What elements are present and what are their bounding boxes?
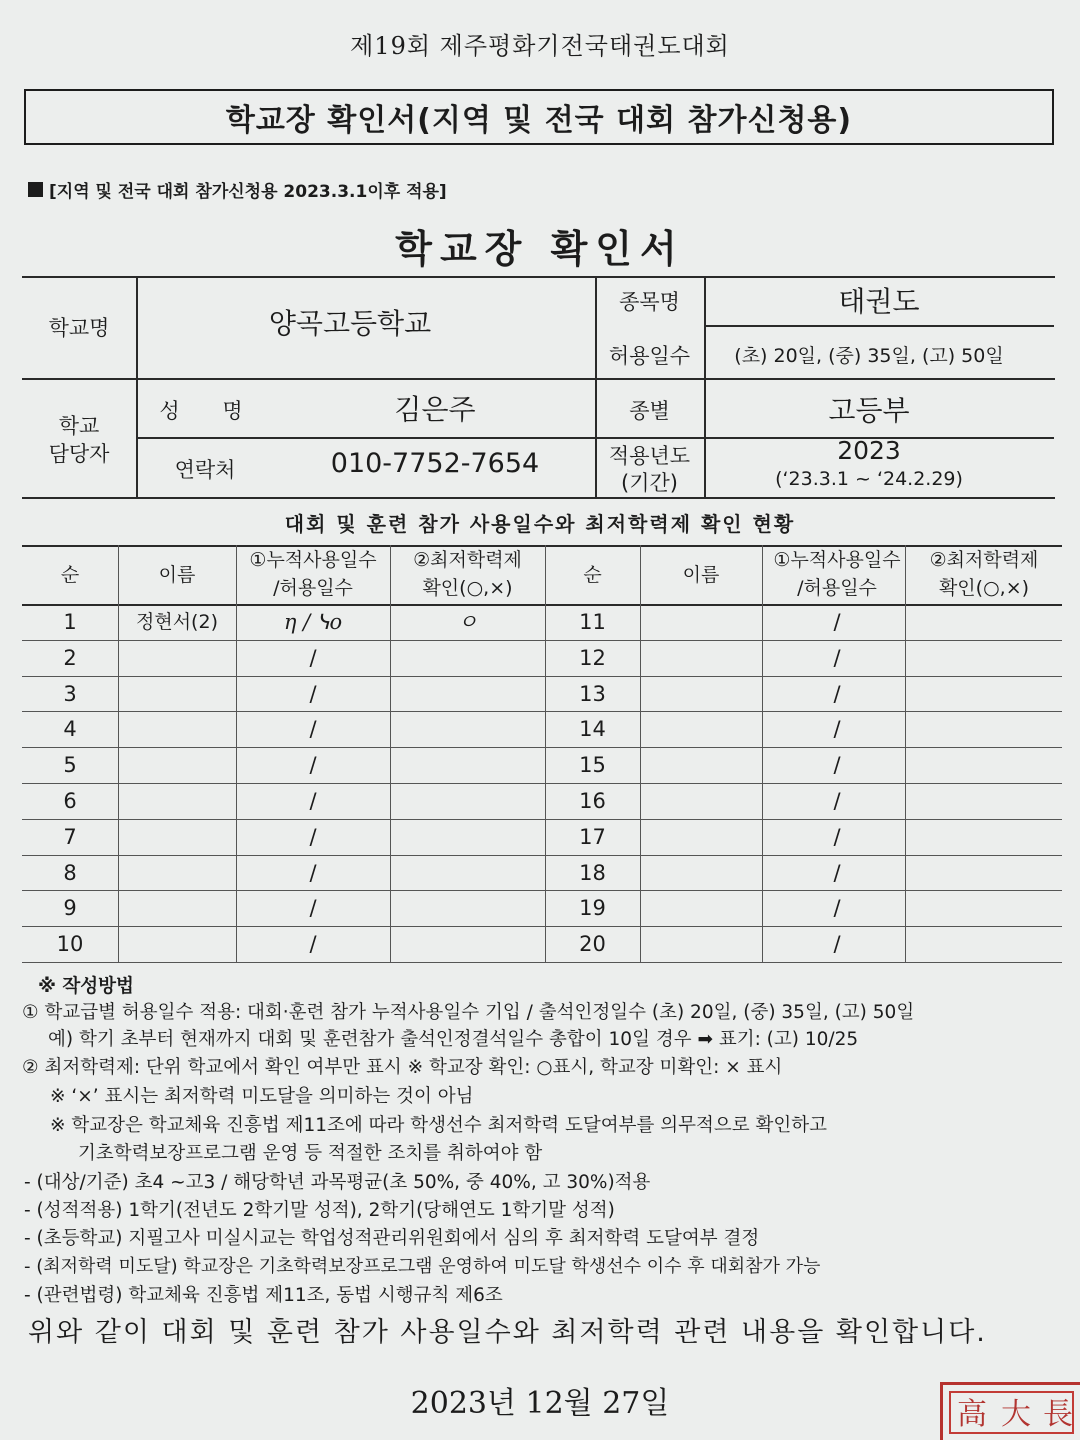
grid-line	[390, 545, 391, 962]
grid-line	[762, 545, 763, 962]
instruction-line: ① 학교급별 허용일수 적용: 대회·훈련 참가 누적사용일수 기입 / 출석인정일수 (초) 20일, (중) 35일, (고) 50일	[22, 1002, 915, 1023]
cell-no: 7	[63, 824, 77, 849]
event-value: 태권도	[838, 285, 920, 318]
cell-no: 16	[579, 789, 606, 813]
form-banner	[24, 89, 1054, 145]
contact-label: 연락처	[174, 458, 236, 482]
division-label: 종별	[629, 399, 670, 423]
cell-days: /	[833, 824, 841, 849]
instruction-line: ② 최저학력제: 단위 학교에서 확인 여부만 표시 ※ 학교장 확인: ○표시, 학교장 미확인: × 표시	[22, 1057, 783, 1078]
cell-no: 15	[579, 753, 606, 778]
cell-days: /	[833, 860, 841, 885]
cell-no: 14	[579, 717, 606, 742]
header-academic-line1: ②최저학력제	[413, 549, 522, 571]
grid-line	[22, 604, 1062, 606]
header-no: 순	[60, 564, 80, 586]
instruction-line: ※ ‘×’ 표시는 최저학력 미도달을 의미하는 것이 아님	[50, 1086, 474, 1107]
grid-line	[22, 378, 1055, 380]
allowed-days-value: (초) 20일, (중) 35일, (고) 50일	[734, 345, 1004, 367]
staff-label-line2: 담당자	[48, 442, 110, 466]
cell-no: 17	[579, 824, 606, 849]
instruction-line: - (초등학교) 지필고사 미실시교는 학업성적관리위원회에서 심의 후 최저학력 도달여부 결정	[24, 1228, 760, 1249]
header-days-right-line2: /허용일수	[797, 577, 877, 599]
cell-no: 9	[63, 896, 77, 921]
document-title: 학교장 확인서	[395, 227, 685, 271]
grid-line	[22, 711, 1062, 712]
cell-days: /	[309, 717, 317, 742]
instruction-line: - (성적적용) 1학기(전년도 2학기말 성적), 2학기(당해연도 1학기말 성적)	[24, 1200, 615, 1221]
seal-glyph: ⼤	[1001, 1397, 1031, 1432]
header-no-right: 순	[583, 564, 602, 586]
event-title: 제19회 제주평화기전국태권도대회	[350, 32, 730, 60]
cell-days: /	[309, 789, 317, 813]
header-academic-right-line1: ②최저학력제	[929, 549, 1039, 571]
grid-line	[22, 890, 1062, 891]
instruction-line: 기초학력보장프로그램 운영 등 적절한 조치를 취하여야 함	[78, 1143, 543, 1164]
applicability-note	[28, 177, 447, 202]
cell-days: η / ᓭo	[283, 610, 343, 634]
cell-check: ㅇ	[457, 610, 478, 634]
grid-line	[704, 325, 1054, 327]
cell-no: 3	[63, 681, 77, 706]
name-value: 김은주	[394, 393, 476, 426]
instructions-heading: ※ 작성방법	[38, 976, 134, 997]
cell-no: 10	[56, 932, 84, 957]
cell-days: /	[833, 610, 841, 634]
square-bullet-icon	[28, 182, 43, 197]
cell-days: /	[309, 753, 317, 778]
instruction-line: 예) 학기 초부터 현재까지 대회 및 훈련참가 출석인정결석일수 총합이 10일 경우 ➡ 표기: (고) 10/25	[48, 1029, 859, 1050]
grid-line	[22, 497, 1055, 499]
cell-no: 6	[63, 789, 77, 813]
period-value: (‘23.3.1 ~ ‘24.2.29)	[775, 468, 963, 490]
header-academic-right-line2: 확인(○,×)	[938, 577, 1030, 599]
grid-line	[905, 545, 906, 962]
cell-days: /	[833, 932, 841, 957]
grid-line	[545, 545, 546, 962]
cell-no: 5	[63, 753, 77, 778]
instruction-line: - (최저학력 미도달) 학교장은 기초학력보장프로그램 운영하여 미도달 학생선수 이수 후 대회참가 가능	[24, 1256, 821, 1277]
header-academic-line2: 확인(○,×)	[422, 577, 513, 599]
year-label-line1: 적용년도	[608, 444, 691, 468]
header-days-line2: /허용일수	[273, 577, 353, 599]
grid-line	[22, 926, 1062, 927]
school-value: 양곡고등학교	[268, 307, 432, 340]
cell-days: /	[309, 932, 317, 957]
grid-line	[22, 640, 1062, 641]
event-label: 종목명	[619, 290, 680, 314]
cell-no: 4	[63, 717, 77, 742]
cell-days: /	[309, 645, 317, 670]
cell-no: 11	[579, 610, 606, 634]
name-label: 성 명	[159, 399, 261, 423]
cell-days: /	[309, 896, 317, 921]
school-label: 학교명	[48, 316, 110, 340]
grid-line	[236, 545, 237, 962]
grid-line	[640, 545, 641, 962]
cell-no: 13	[579, 681, 606, 706]
cell-days: /	[309, 860, 317, 885]
instruction-line: - (관련법령) 학교체육 진흥법 제11조, 동법 시행규칙 제6조	[24, 1285, 503, 1306]
grid-line	[118, 545, 119, 962]
cell-no: 18	[579, 860, 606, 885]
grid-line	[136, 276, 138, 497]
seal-glyph: ⾧	[1043, 1397, 1073, 1432]
division-value: 고등부	[828, 394, 910, 427]
seal-glyph: ⾼	[957, 1397, 987, 1432]
cell-no: 20	[579, 932, 606, 957]
cell-no: 12	[579, 645, 606, 670]
cell-days: /	[833, 717, 841, 742]
cell-days: /	[833, 789, 841, 813]
roster-table-title: 대회 및 훈련 참가 사용일수와 최저학력제 확인 현황	[284, 512, 796, 536]
header-days-line1: ①누적사용일수	[249, 549, 377, 571]
applicability-text: [지역 및 전국 대회 참가신청용 2023.3.1이후 적용]	[49, 182, 447, 202]
cell-no: 1	[63, 610, 77, 634]
cell-days: /	[833, 681, 841, 706]
staff-label-line1: 학교	[58, 414, 100, 438]
header-name-right: 이름	[682, 564, 720, 586]
cell-days: /	[309, 824, 317, 849]
banner-title: 학교장 확인서(지역 및 전국 대회 참가신청용)	[225, 103, 853, 138]
cell-no: 8	[63, 860, 77, 885]
cell-no: 2	[63, 645, 77, 670]
header-name: 이름	[158, 564, 196, 586]
allowed-days-label: 허용일수	[608, 344, 691, 368]
grid-line	[22, 962, 1062, 963]
year-label-line2: (기간)	[621, 471, 678, 495]
instruction-line: - (대상/기준) 초4 ~고3 / 해당학년 과목평균(초 50%, 중 40%, 고 30%)적용	[24, 1172, 651, 1193]
cell-days: /	[833, 896, 841, 921]
grid-line	[22, 855, 1062, 856]
header-days-right-line1: ①누적사용일수	[773, 549, 901, 571]
cell-no: 19	[579, 896, 606, 921]
official-seal-stamp	[940, 1382, 1080, 1440]
cell-days: /	[833, 645, 841, 670]
grid-line	[22, 676, 1062, 677]
cell-days: /	[309, 681, 317, 706]
signature-date: 2023년 12월 27일	[410, 1386, 670, 1421]
grid-line	[22, 783, 1062, 784]
year-value: 2023	[837, 436, 901, 465]
grid-line	[22, 276, 1055, 278]
cell-name: 정현서(2)	[136, 611, 218, 633]
instruction-line: ※ 학교장은 학교체육 진흥법 제11조에 따라 학생선수 최저학력 도달여부를 의무적으로 확인하고	[50, 1115, 827, 1136]
contact-value: 010-7752-7654	[330, 448, 540, 479]
grid-line	[22, 819, 1062, 820]
grid-line	[22, 747, 1062, 748]
confirmation-statement: 위와 같이 대회 및 훈련 참가 사용일수와 최저학력 관련 내용을 확인합니다.	[28, 1317, 987, 1348]
cell-days: /	[833, 753, 841, 778]
